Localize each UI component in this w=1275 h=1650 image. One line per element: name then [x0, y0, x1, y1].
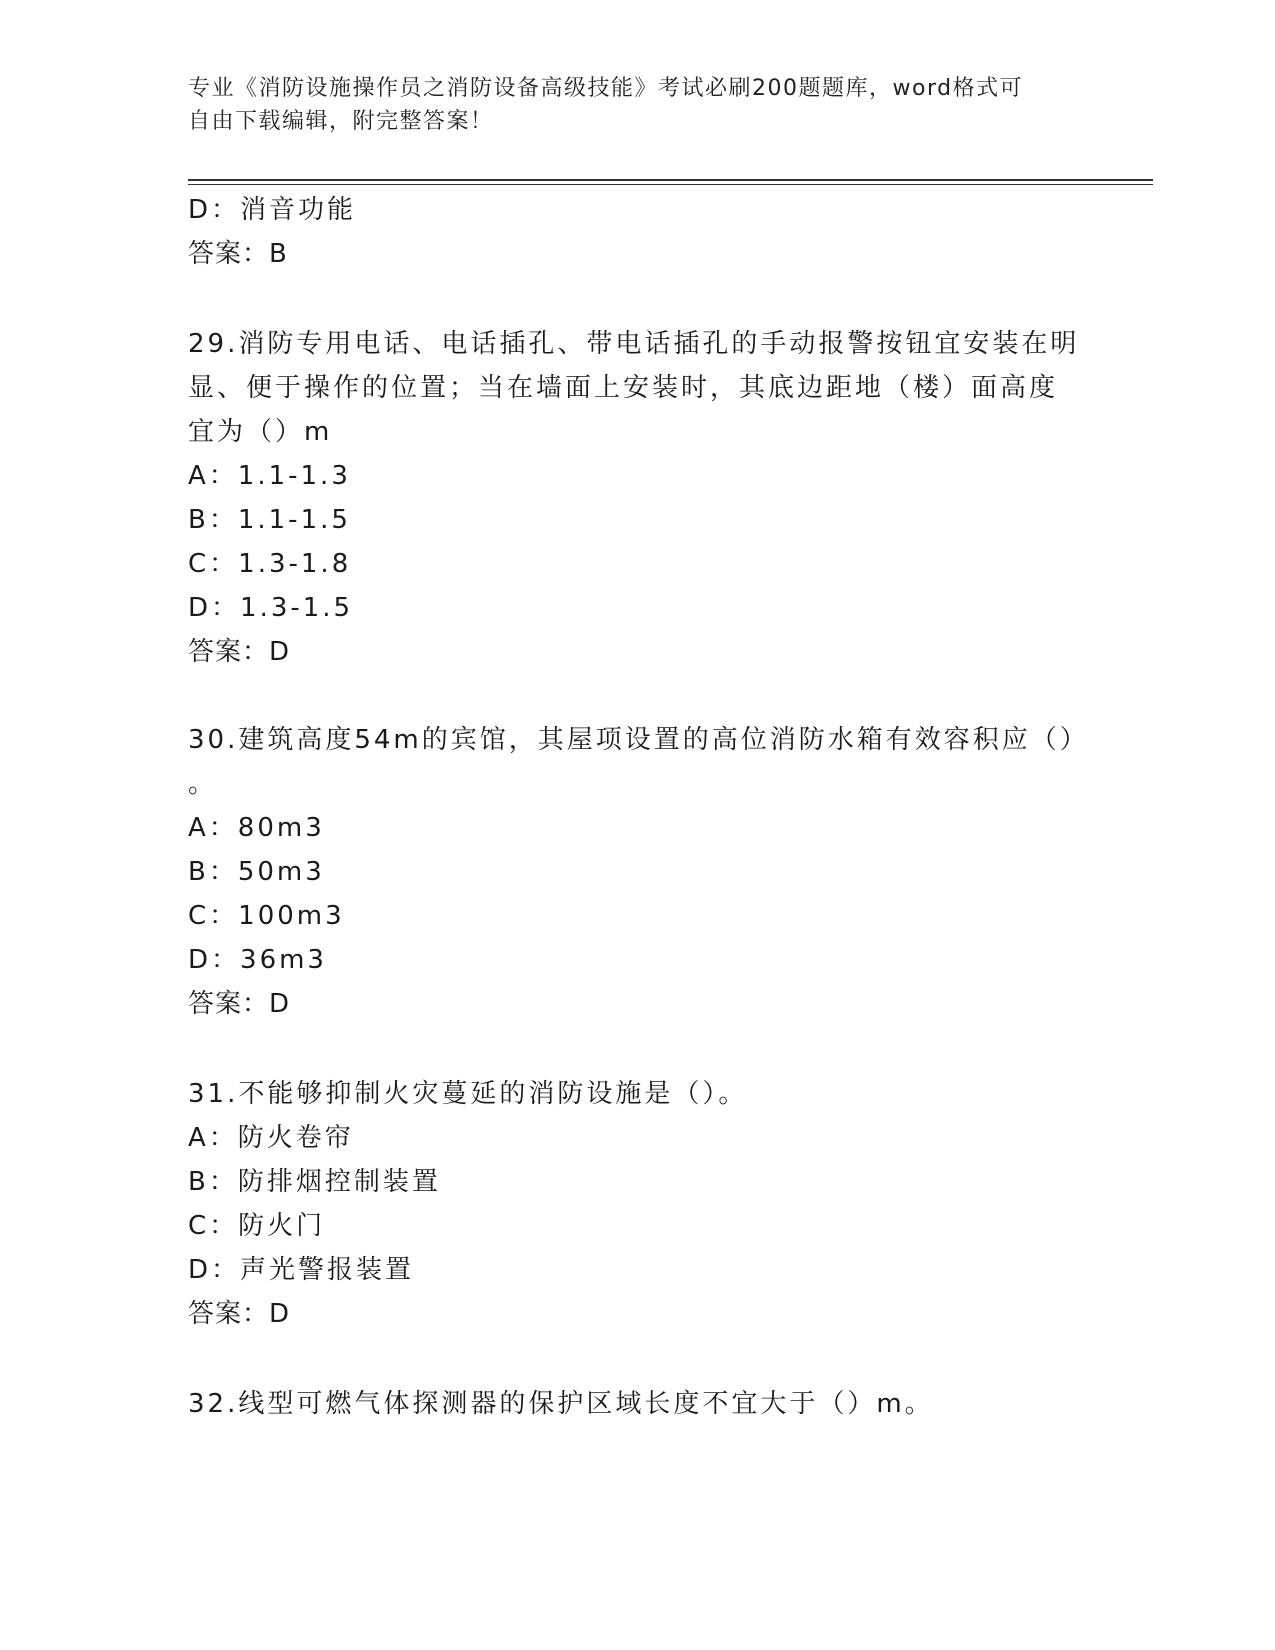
document-header [188, 72, 1088, 138]
q29-option-a: A：1.1-1.3 [188, 461, 351, 491]
q30-answer: 答案：D [188, 989, 291, 1019]
q30-option-a: A：80m3 [188, 813, 325, 843]
q30-stem-line-2: 。 [188, 769, 218, 799]
q29-answer: 答案：D [188, 637, 291, 667]
q29-option-b: B：1.1-1.5 [188, 505, 351, 535]
q30-option-b: B：50m3 [188, 857, 325, 887]
q29-stem-line-2: 显、便于操作的位置；当在墙面上安装时，其底边距地（楼）面高度 [188, 373, 1059, 403]
q30-option-d: D：36m3 [188, 945, 327, 975]
header-divider-thick [188, 179, 1153, 181]
q28-option-d: D：消音功能 [188, 195, 357, 225]
header-line-2: 自由下载编辑，附完整答案！ [188, 109, 494, 134]
q30-option-c: C：100m3 [188, 901, 345, 931]
q31-option-d: D：声光警报装置 [188, 1255, 415, 1285]
header-line-1: 专业《消防设施操作员之消防设备高级技能》考试必刷200题题库，word格式可 [188, 76, 1024, 101]
q29-option-c: C：1.3-1.8 [188, 549, 352, 579]
q31-stem-line-1: 31.不能够抑制火灾蔓延的消防设施是（）。 [188, 1079, 748, 1109]
q30-stem-line-1: 30.建筑高度54m的宾馆，其屋项设置的高位消防水箱有效容积应（） [188, 725, 1089, 755]
q32-stem-line-1: 32.线型可燃气体探测器的保护区域长度不宜大于（）m。 [188, 1389, 934, 1419]
header-divider-thin [188, 184, 1153, 185]
q29-stem-line-3: 宜为（）m [188, 417, 333, 447]
q28-answer: 答案：B [188, 239, 288, 269]
q31-option-c: C：防火门 [188, 1211, 326, 1241]
q29-option-d: D：1.3-1.5 [188, 593, 354, 623]
q31-option-a: A：防火卷帘 [188, 1123, 354, 1153]
q29-stem-line-1: 29.消防专用电话、电话插孔、带电话插孔的手动报警按钮宜安装在明 [188, 329, 1080, 359]
q31-answer: 答案：D [188, 1299, 291, 1329]
q31-option-b: B：防排烟控制装置 [188, 1167, 441, 1197]
